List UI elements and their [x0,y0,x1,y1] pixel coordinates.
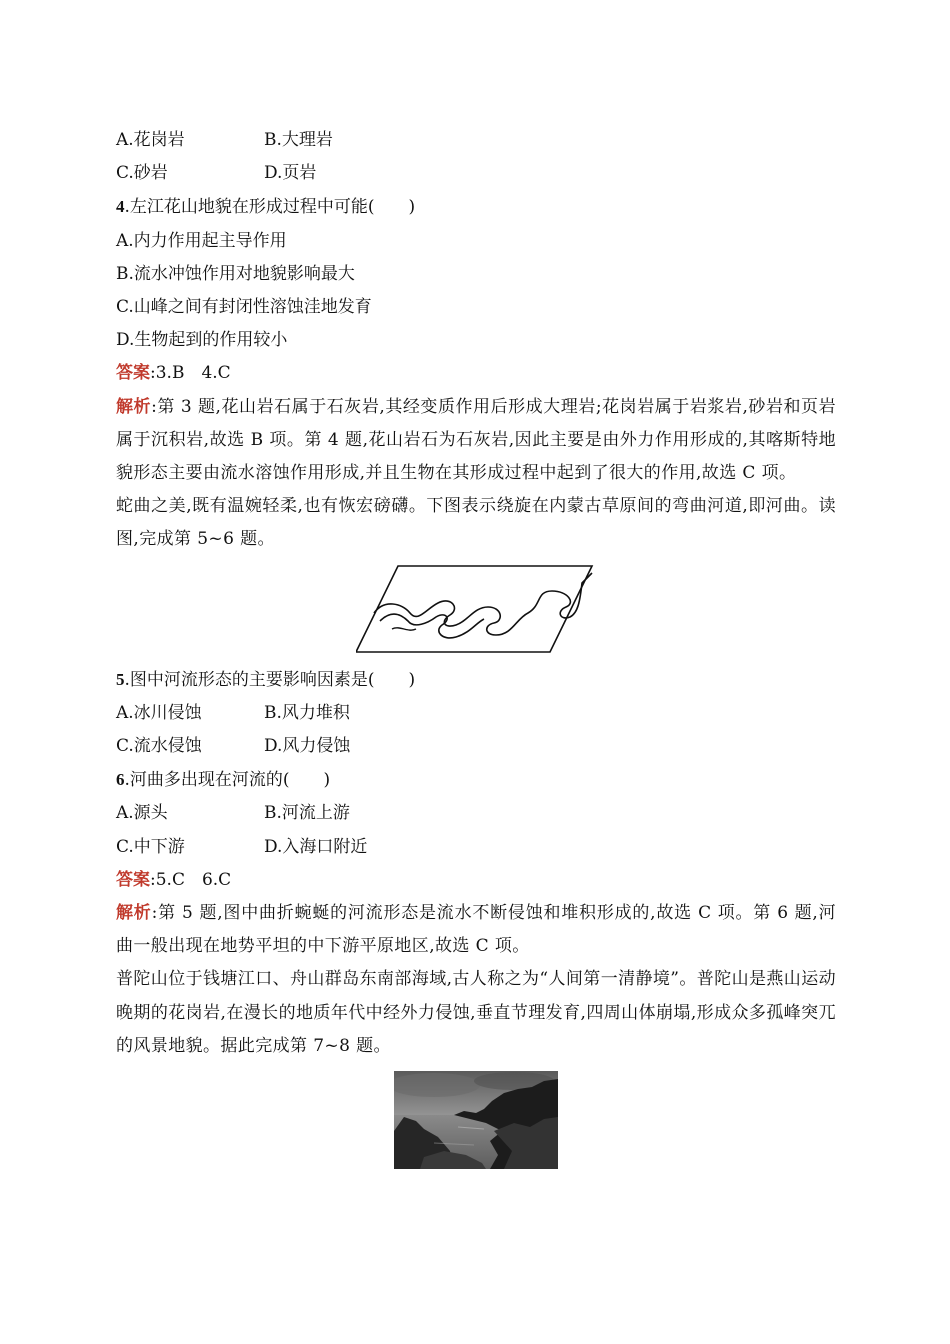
analysis-text: :第 5 题,图中曲折蜿蜒的河流形态是流水不断侵蚀和堆积形成的,故选 C 项。第 6 题,河曲一般出现在地势平坦的中下游平原地区,故选 C 项。 [116,903,836,957]
q3-options-row1 [116,124,836,157]
analysis-block-2 [116,897,836,963]
q6-option-a: A.源头 [116,803,168,824]
q6-option-b: B.河流上游 [264,803,350,824]
coastal-rock-photo [394,1071,558,1169]
q4-stem [116,190,836,224]
meander-figure [116,563,836,655]
answer-block-1 [116,357,836,390]
answer-label: 答案 [116,363,150,384]
q3-option-d: D.页岩 [264,163,317,184]
q5-options-row2 [116,730,836,763]
analysis-text: :第 3 题,花山岩石属于石灰岩,其经变质作用后形成大理岩;花岗岩属于岩浆岩,砂岩和页岩属于沉积岩,故选 B 项。第 4 题,花山岩石为石灰岩,因此主要是由外力作用形成的,其喀斯特地貌形态主要由流水溶蚀作用形成,并且生物在其形成过程中起到了很大的作用,故选 C 项。 [116,396,836,484]
intro-putuo: 普陀山位于钱塘江口、舟山群岛东南部海域,古人称之为“人间第一清静境”。普陀山是燕山运动晚期的花岗岩,在漫长的地质年代中经外力侵蚀,垂直节理发育,四周山体崩塌,形成众多孤峰突兀的风景地貌。据此完成第 7~8 题。 [116,969,836,1056]
q5-option-d: D.风力侵蚀 [264,736,351,757]
q3-option-b: B.大理岩 [264,130,333,150]
q6-stem-text: .河曲多出现在河流的( ) [124,770,331,791]
q4-option-d: D.生物起到的作用较小 [116,330,288,351]
q6-option-c: C.中下游 [116,836,185,857]
q4-option-c: C.山峰之间有封闭性溶蚀洼地发育 [116,297,372,318]
answer-label: 答案 [116,869,150,890]
document-page [116,124,836,1169]
q5-number: 5 [116,669,125,689]
q5-option-b: B.风力堆积 [264,702,350,723]
meander-diagram [356,563,596,655]
q6-options-row1 [116,797,836,830]
putuo-photo-figure [116,1071,836,1169]
analysis-block-1 [116,391,836,491]
answer-block-2 [116,864,836,897]
q4-option-b: B.流水冲蚀作用对地貌影响最大 [116,263,355,284]
answer-text: :3.B 4.C [150,363,231,384]
q4-option-a: A.内力作用起主导作用 [116,230,287,251]
q5-options-row1 [116,697,836,730]
analysis-label: 解析 [116,903,152,924]
q5-option-a: A.冰川侵蚀 [116,702,202,723]
intro-meander: 蛇曲之美,既有温婉轻柔,也有恢宏磅礴。下图表示绕旋在内蒙古草原间的弯曲河道,即河曲。读图,完成第 5~6 题。 [116,496,836,550]
analysis-label: 解析 [116,396,152,417]
q3-option-a: A.花岗岩 [116,130,185,150]
q6-stem [116,763,836,797]
q3-options-row2 [116,157,836,190]
q5-stem [116,663,836,697]
q4-number: 4 [116,197,125,217]
q6-options-row2 [116,831,836,864]
answer-text: :5.C 6.C [150,869,232,890]
q3-option-c: C.砂岩 [116,163,168,184]
q6-number: 6 [116,770,125,790]
q6-option-d: D.入海口附近 [264,836,368,857]
q5-stem-text: .图中河流形态的主要影响因素是( ) [124,669,416,690]
q5-option-c: C.流水侵蚀 [116,736,202,757]
q4-stem-text: .左江花山地貌在形成过程中可能( ) [124,197,416,218]
